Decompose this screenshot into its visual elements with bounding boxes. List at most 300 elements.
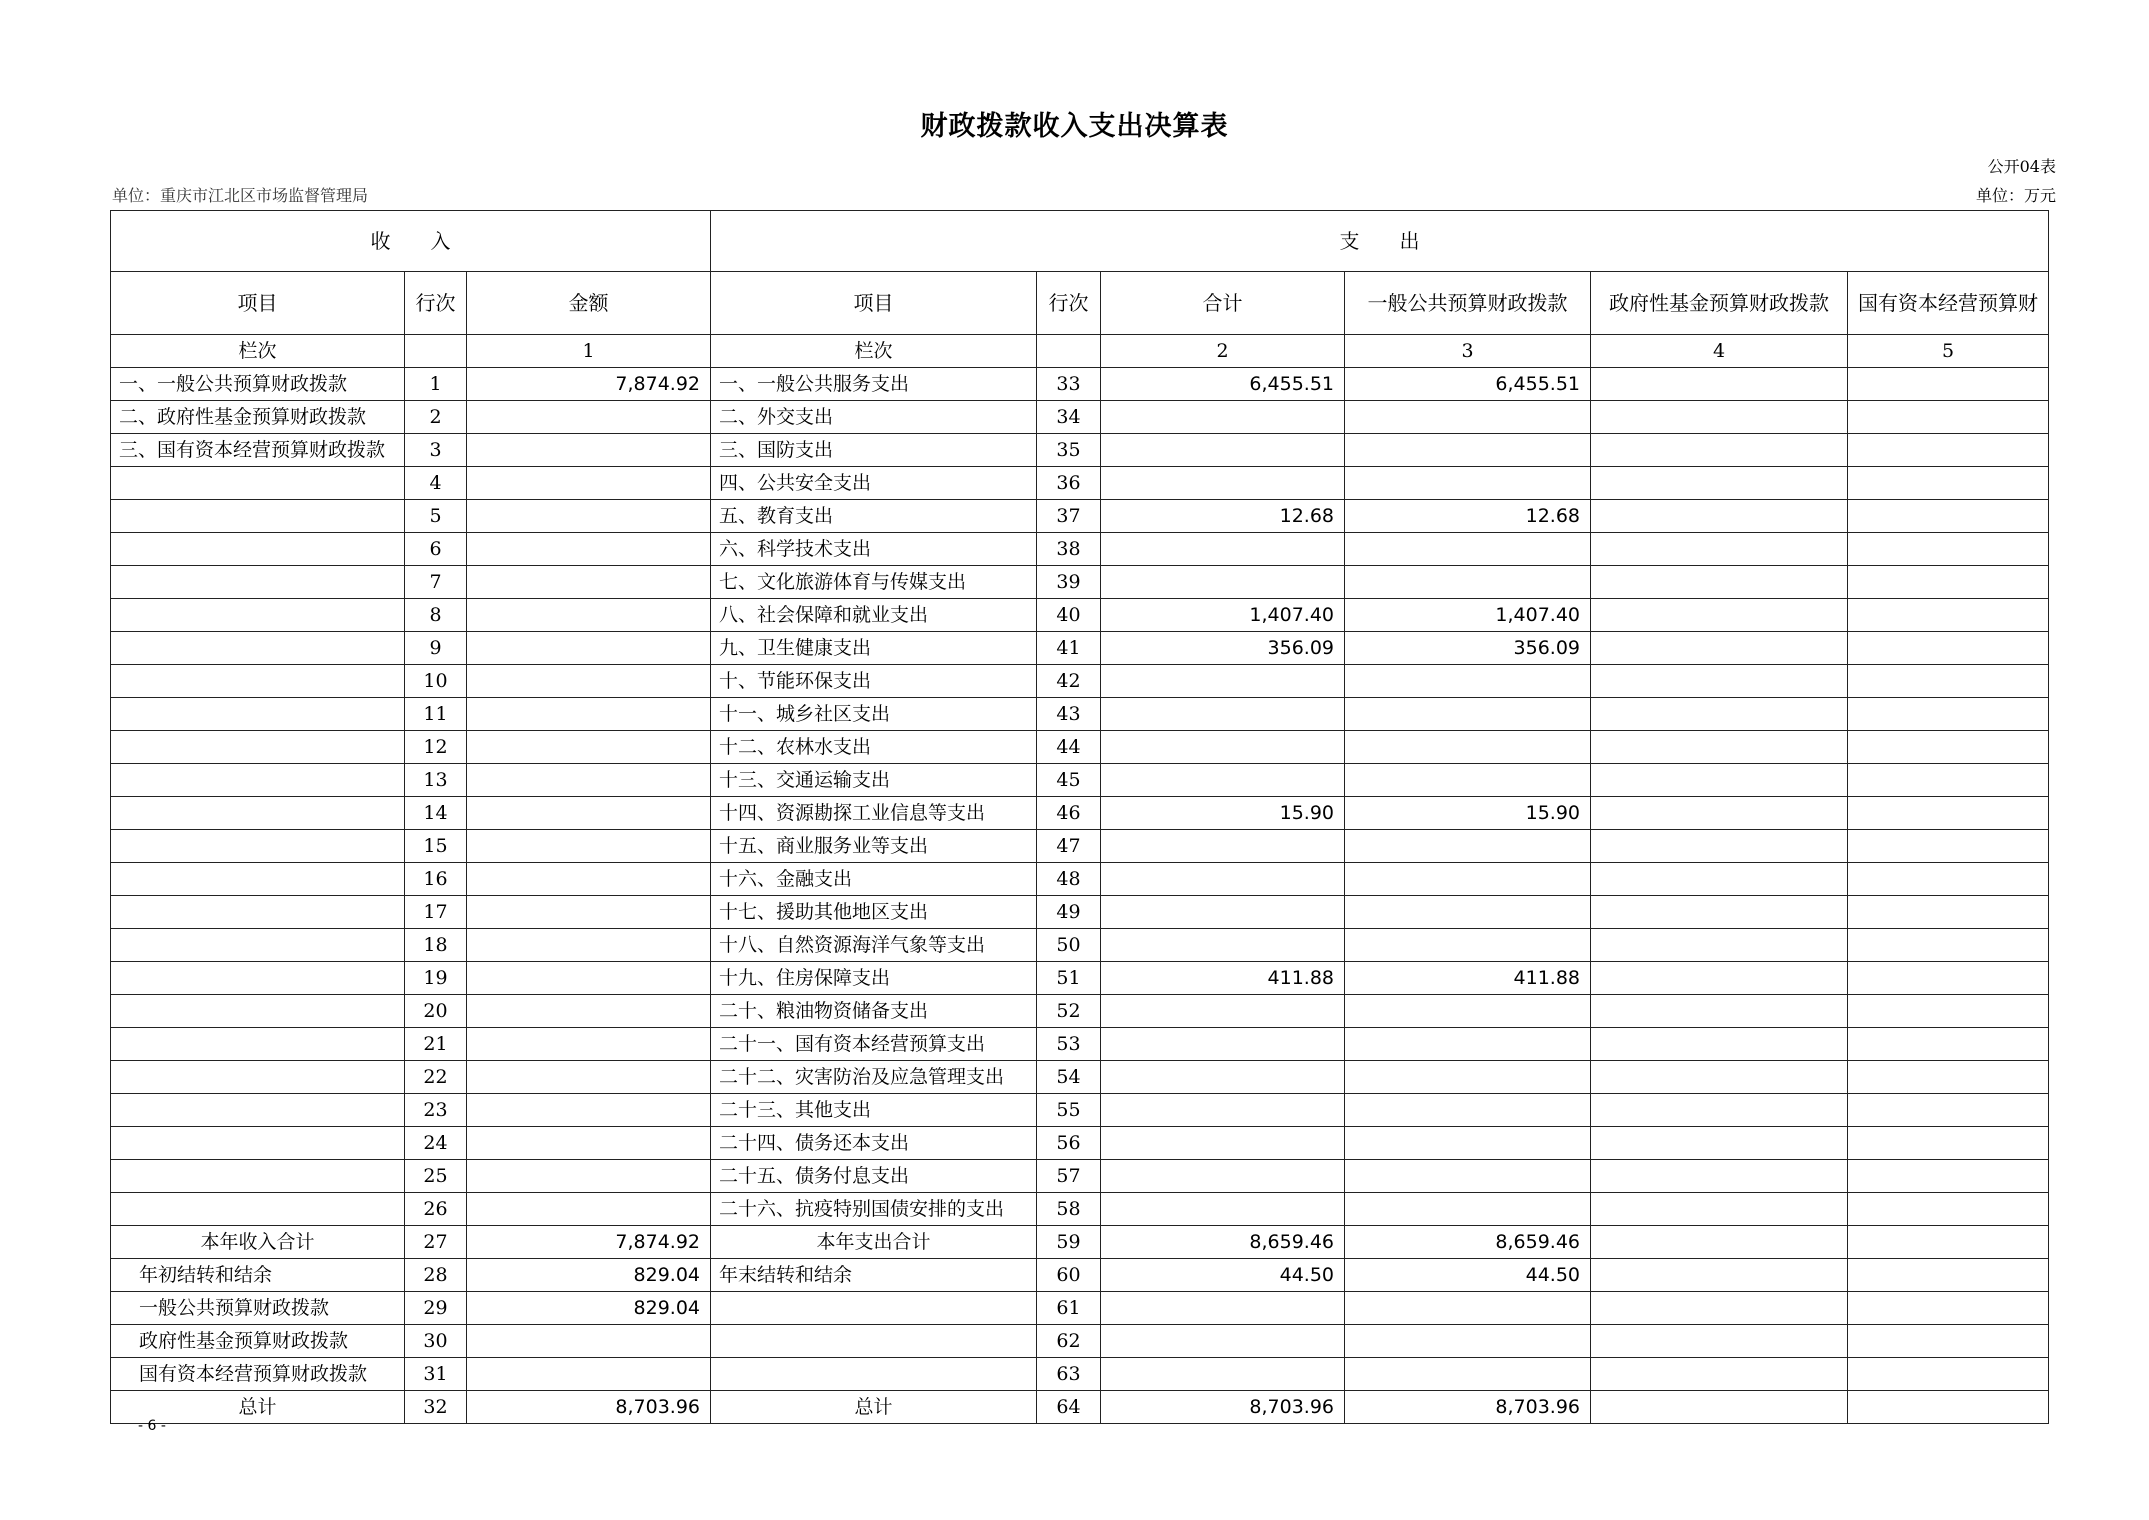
income-item: 一般公共预算财政拨款	[111, 1292, 405, 1325]
expense-item: 二十六、抗疫特别国债安排的支出	[711, 1193, 1037, 1226]
income-amount	[467, 896, 711, 929]
income-row-no: 9	[405, 632, 467, 665]
total-amount	[1101, 1160, 1345, 1193]
table-row	[111, 1259, 2049, 1292]
general-public-amount	[1345, 566, 1591, 599]
expense-item: 十五、商业服务业等支出	[711, 830, 1037, 863]
income-item: 国有资本经营预算财政拨款	[111, 1358, 405, 1391]
table-row	[111, 1160, 2049, 1193]
total-amount	[1101, 929, 1345, 962]
income-row-no: 24	[405, 1127, 467, 1160]
gov-fund-amount	[1591, 467, 1848, 500]
table-row	[111, 1292, 2049, 1325]
general-public-amount: 6,455.51	[1345, 368, 1591, 401]
income-amount	[467, 401, 711, 434]
gov-fund-amount	[1591, 665, 1848, 698]
income-item: 年初结转和结余	[111, 1259, 405, 1292]
income-row-no: 7	[405, 566, 467, 599]
state-capital-amount	[1848, 500, 2049, 533]
total-amount: 8,659.46	[1101, 1226, 1345, 1259]
general-public-amount	[1345, 830, 1591, 863]
general-public-amount	[1345, 1292, 1591, 1325]
gov-fund-amount	[1591, 1193, 1848, 1226]
state-capital-amount	[1848, 1226, 2049, 1259]
expense-item	[711, 1292, 1037, 1325]
expense-row-no: 62	[1037, 1325, 1101, 1358]
general-public-amount	[1345, 467, 1591, 500]
gov-fund-amount	[1591, 863, 1848, 896]
col-blank	[405, 335, 467, 368]
gov-fund-amount	[1591, 1391, 1848, 1424]
general-public-amount	[1345, 1160, 1591, 1193]
income-item: 政府性基金预算财政拨款	[111, 1325, 405, 1358]
state-capital-amount	[1848, 1193, 2049, 1226]
income-amount	[467, 797, 711, 830]
expense-item: 五、教育支出	[711, 500, 1037, 533]
income-item: 一、一般公共预算财政拨款	[111, 368, 405, 401]
state-capital-amount	[1848, 599, 2049, 632]
state-capital-amount	[1848, 434, 2049, 467]
general-public-amount	[1345, 929, 1591, 962]
income-row-no: 21	[405, 1028, 467, 1061]
income-amount	[467, 1028, 711, 1061]
expense-row-no: 48	[1037, 863, 1101, 896]
income-item	[111, 1028, 405, 1061]
expense-row-no: 57	[1037, 1160, 1101, 1193]
table-row	[111, 401, 2049, 434]
expense-row-no: 50	[1037, 929, 1101, 962]
expense-row-no: 35	[1037, 434, 1101, 467]
general-public-amount	[1345, 1094, 1591, 1127]
income-amount	[467, 434, 711, 467]
income-row-no: 11	[405, 698, 467, 731]
total-amount	[1101, 1193, 1345, 1226]
state-capital-amount	[1848, 764, 2049, 797]
gov-fund-amount	[1591, 1028, 1848, 1061]
col-index-2: 2	[1101, 335, 1345, 368]
gov-fund-amount	[1591, 764, 1848, 797]
gov-fund-amount	[1591, 632, 1848, 665]
state-capital-header: 国有资本经营预算财	[1848, 272, 2049, 335]
income-item	[111, 566, 405, 599]
state-capital-amount	[1848, 995, 2049, 1028]
state-capital-amount	[1848, 1358, 2049, 1391]
expense-row-no: 54	[1037, 1061, 1101, 1094]
expense-row-no: 44	[1037, 731, 1101, 764]
income-item	[111, 1193, 405, 1226]
income-amount	[467, 632, 711, 665]
general-public-amount	[1345, 665, 1591, 698]
income-item: 二、政府性基金预算财政拨款	[111, 401, 405, 434]
income-amount: 8,703.96	[467, 1391, 711, 1424]
table-row	[111, 1193, 2049, 1226]
expense-row-no: 37	[1037, 500, 1101, 533]
total-amount: 8,703.96	[1101, 1391, 1345, 1424]
form-number: 公开04表	[1987, 157, 2056, 176]
income-amount	[467, 1325, 711, 1358]
income-amount	[467, 599, 711, 632]
expense-row-no: 56	[1037, 1127, 1101, 1160]
expense-item: 十六、金融支出	[711, 863, 1037, 896]
income-item: 三、国有资本经营预算财政拨款	[111, 434, 405, 467]
general-public-amount: 15.90	[1345, 797, 1591, 830]
expense-row-no: 40	[1037, 599, 1101, 632]
income-item	[111, 962, 405, 995]
state-capital-amount	[1848, 665, 2049, 698]
income-amount	[467, 830, 711, 863]
income-amount	[467, 863, 711, 896]
expense-row-no: 38	[1037, 533, 1101, 566]
table-row	[111, 533, 2049, 566]
income-item	[111, 1061, 405, 1094]
income-item	[111, 1160, 405, 1193]
page-title: 财政拨款收入支出决算表	[920, 111, 1229, 142]
expense-row-no: 46	[1037, 797, 1101, 830]
income-amount	[467, 1127, 711, 1160]
budget-table	[110, 210, 2049, 1424]
income-item	[111, 500, 405, 533]
state-capital-amount	[1848, 1391, 2049, 1424]
total-amount: 411.88	[1101, 962, 1345, 995]
income-row-no: 12	[405, 731, 467, 764]
gov-fund-amount	[1591, 1160, 1848, 1193]
total-amount: 356.09	[1101, 632, 1345, 665]
expense-row-no: 64	[1037, 1391, 1101, 1424]
income-item	[111, 599, 405, 632]
income-amount	[467, 1094, 711, 1127]
general-public-amount: 44.50	[1345, 1259, 1591, 1292]
total-amount	[1101, 698, 1345, 731]
expense-row-no: 55	[1037, 1094, 1101, 1127]
col-index-4: 4	[1591, 335, 1848, 368]
total-amount	[1101, 1292, 1345, 1325]
income-amount: 829.04	[467, 1259, 711, 1292]
expense-item: 二十二、灾害防治及应急管理支出	[711, 1061, 1037, 1094]
general-public-amount: 8,703.96	[1345, 1391, 1591, 1424]
income-row-no: 19	[405, 962, 467, 995]
state-capital-amount	[1848, 863, 2049, 896]
state-capital-amount	[1848, 401, 2049, 434]
income-row-no: 8	[405, 599, 467, 632]
income-row-no: 28	[405, 1259, 467, 1292]
expense-item: 十、节能环保支出	[711, 665, 1037, 698]
general-public-header: 一般公共预算财政拨款	[1345, 272, 1591, 335]
expense-row-no: 47	[1037, 830, 1101, 863]
income-item	[111, 863, 405, 896]
total-amount	[1101, 830, 1345, 863]
expense-row-no: 43	[1037, 698, 1101, 731]
income-amount	[467, 467, 711, 500]
general-public-amount	[1345, 1193, 1591, 1226]
gov-fund-amount	[1591, 731, 1848, 764]
expense-item: 本年支出合计	[711, 1226, 1037, 1259]
income-item: 本年收入合计	[111, 1226, 405, 1259]
expense-row-no: 53	[1037, 1028, 1101, 1061]
general-public-amount	[1345, 1028, 1591, 1061]
expense-item: 二十五、债务付息支出	[711, 1160, 1037, 1193]
state-capital-amount	[1848, 1028, 2049, 1061]
general-public-amount: 8,659.46	[1345, 1226, 1591, 1259]
expense-item: 十三、交通运输支出	[711, 764, 1037, 797]
table-row	[111, 467, 2049, 500]
expense-item: 十二、农林水支出	[711, 731, 1037, 764]
gov-fund-amount	[1591, 401, 1848, 434]
income-item	[111, 533, 405, 566]
income-row-no: 3	[405, 434, 467, 467]
gov-fund-amount	[1591, 830, 1848, 863]
col-label-2: 栏次	[711, 335, 1037, 368]
income-row-no: 30	[405, 1325, 467, 1358]
expense-item: 二十、粮油物资储备支出	[711, 995, 1037, 1028]
income-row-no: 10	[405, 665, 467, 698]
income-amount	[467, 698, 711, 731]
state-capital-amount	[1848, 698, 2049, 731]
table-row	[111, 698, 2049, 731]
state-capital-amount	[1848, 632, 2049, 665]
general-public-amount: 12.68	[1345, 500, 1591, 533]
income-amount	[467, 665, 711, 698]
gov-fund-amount	[1591, 599, 1848, 632]
expense-item: 八、社会保障和就业支出	[711, 599, 1037, 632]
expense-row-no: 42	[1037, 665, 1101, 698]
expense-item: 总计	[711, 1391, 1037, 1424]
table-row	[111, 896, 2049, 929]
table-row	[111, 566, 2049, 599]
state-capital-amount	[1848, 368, 2049, 401]
expense-row-no: 58	[1037, 1193, 1101, 1226]
income-row-no: 14	[405, 797, 467, 830]
col-index-1: 1	[467, 335, 711, 368]
general-public-amount	[1345, 863, 1591, 896]
gov-fund-amount	[1591, 1292, 1848, 1325]
income-item	[111, 896, 405, 929]
state-capital-amount	[1848, 566, 2049, 599]
income-item	[111, 764, 405, 797]
income-item	[111, 1127, 405, 1160]
income-item	[111, 797, 405, 830]
expense-item: 三、国防支出	[711, 434, 1037, 467]
col-blank-2	[1037, 335, 1101, 368]
expense-item: 十八、自然资源海洋气象等支出	[711, 929, 1037, 962]
expense-item-header: 项目	[711, 272, 1037, 335]
expense-item: 十七、援助其他地区支出	[711, 896, 1037, 929]
total-amount: 1,407.40	[1101, 599, 1345, 632]
col-index-5: 5	[1848, 335, 2049, 368]
income-amount: 7,874.92	[467, 368, 711, 401]
state-capital-amount	[1848, 797, 2049, 830]
unit-currency: 单位：万元	[1975, 186, 2056, 205]
table-row	[111, 995, 2049, 1028]
income-item	[111, 698, 405, 731]
income-amount	[467, 764, 711, 797]
income-amount: 7,874.92	[467, 1226, 711, 1259]
general-public-amount	[1345, 434, 1591, 467]
gov-fund-amount	[1591, 929, 1848, 962]
table-row	[111, 434, 2049, 467]
income-row-no: 17	[405, 896, 467, 929]
income-row-no: 26	[405, 1193, 467, 1226]
col-index-3: 3	[1345, 335, 1591, 368]
general-public-amount	[1345, 698, 1591, 731]
income-item	[111, 731, 405, 764]
income-item	[111, 665, 405, 698]
gov-fund-amount	[1591, 1127, 1848, 1160]
income-amount	[467, 962, 711, 995]
expense-row-no: 61	[1037, 1292, 1101, 1325]
header-row-column-index	[111, 335, 2049, 368]
total-amount: 44.50	[1101, 1259, 1345, 1292]
total-amount	[1101, 1094, 1345, 1127]
income-amount	[467, 533, 711, 566]
income-amount	[467, 566, 711, 599]
income-row-no: 2	[405, 401, 467, 434]
general-public-amount	[1345, 1127, 1591, 1160]
expense-item: 六、科学技术支出	[711, 533, 1037, 566]
expense-row-no: 39	[1037, 566, 1101, 599]
expense-item: 二十一、国有资本经营预算支出	[711, 1028, 1037, 1061]
gov-fund-amount	[1591, 797, 1848, 830]
state-capital-amount	[1848, 467, 2049, 500]
unit-organization: 单位：重庆市江北区市场监督管理局	[112, 186, 369, 205]
table-row	[111, 863, 2049, 896]
table-row	[111, 764, 2049, 797]
table-row	[111, 731, 2049, 764]
state-capital-amount	[1848, 1061, 2049, 1094]
expense-item: 二、外交支出	[711, 401, 1037, 434]
general-public-amount	[1345, 995, 1591, 1028]
expense-row-no: 51	[1037, 962, 1101, 995]
state-capital-amount	[1848, 896, 2049, 929]
table-row	[111, 1028, 2049, 1061]
general-public-amount: 411.88	[1345, 962, 1591, 995]
expense-item: 二十四、债务还本支出	[711, 1127, 1037, 1160]
table-row	[111, 1391, 2049, 1424]
income-item-header: 项目	[111, 272, 405, 335]
expense-item: 二十三、其他支出	[711, 1094, 1037, 1127]
total-amount	[1101, 1127, 1345, 1160]
expense-row-no: 33	[1037, 368, 1101, 401]
income-rowno-header: 行次	[405, 272, 467, 335]
table-row	[111, 830, 2049, 863]
table-row	[111, 962, 2049, 995]
header-row-columns	[111, 272, 2049, 335]
general-public-amount	[1345, 896, 1591, 929]
table-row	[111, 368, 2049, 401]
income-row-no: 32	[405, 1391, 467, 1424]
table-row	[111, 1226, 2049, 1259]
expense-row-no: 36	[1037, 467, 1101, 500]
income-row-no: 25	[405, 1160, 467, 1193]
gov-fund-amount	[1591, 1061, 1848, 1094]
gov-fund-amount	[1591, 566, 1848, 599]
expense-item: 十一、城乡社区支出	[711, 698, 1037, 731]
income-amount	[467, 1193, 711, 1226]
income-row-no: 5	[405, 500, 467, 533]
table-row	[111, 1061, 2049, 1094]
income-item: 总计	[111, 1391, 405, 1424]
expense-row-no: 45	[1037, 764, 1101, 797]
gov-fund-amount	[1591, 896, 1848, 929]
income-amount	[467, 1358, 711, 1391]
state-capital-amount	[1848, 1094, 2049, 1127]
expense-item	[711, 1358, 1037, 1391]
total-amount	[1101, 434, 1345, 467]
income-amount	[467, 731, 711, 764]
total-amount	[1101, 566, 1345, 599]
expense-item: 十九、住房保障支出	[711, 962, 1037, 995]
table-row	[111, 599, 2049, 632]
income-amount	[467, 500, 711, 533]
total-amount	[1101, 731, 1345, 764]
income-row-no: 16	[405, 863, 467, 896]
gov-fund-amount	[1591, 962, 1848, 995]
gov-fund-amount	[1591, 1259, 1848, 1292]
total-amount: 6,455.51	[1101, 368, 1345, 401]
total-amount	[1101, 764, 1345, 797]
state-capital-amount	[1848, 929, 2049, 962]
table-row	[111, 1325, 2049, 1358]
total-amount	[1101, 401, 1345, 434]
total-amount	[1101, 665, 1345, 698]
general-public-amount	[1345, 533, 1591, 566]
table-row	[111, 1358, 2049, 1391]
income-amount	[467, 1061, 711, 1094]
income-row-no: 1	[405, 368, 467, 401]
income-item	[111, 830, 405, 863]
income-item	[111, 929, 405, 962]
expense-row-no: 34	[1037, 401, 1101, 434]
expense-item: 年末结转和结余	[711, 1259, 1037, 1292]
income-item	[111, 632, 405, 665]
total-amount	[1101, 533, 1345, 566]
income-row-no: 6	[405, 533, 467, 566]
income-row-no: 4	[405, 467, 467, 500]
state-capital-amount	[1848, 731, 2049, 764]
total-amount	[1101, 1325, 1345, 1358]
table-row	[111, 500, 2049, 533]
general-public-amount	[1345, 1325, 1591, 1358]
state-capital-amount	[1848, 962, 2049, 995]
total-amount: 12.68	[1101, 500, 1345, 533]
header-row-sections	[111, 211, 2049, 272]
total-amount	[1101, 1028, 1345, 1061]
table-row	[111, 1094, 2049, 1127]
gov-fund-amount	[1591, 1226, 1848, 1259]
expense-item: 四、公共安全支出	[711, 467, 1037, 500]
expense-rowno-header: 行次	[1037, 272, 1101, 335]
gov-fund-amount	[1591, 1358, 1848, 1391]
income-amount	[467, 995, 711, 1028]
total-amount	[1101, 1358, 1345, 1391]
income-item	[111, 467, 405, 500]
income-amount: 829.04	[467, 1292, 711, 1325]
income-item	[111, 1094, 405, 1127]
expense-row-no: 59	[1037, 1226, 1101, 1259]
income-row-no: 20	[405, 995, 467, 1028]
gov-fund-amount	[1591, 434, 1848, 467]
total-header: 合计	[1101, 272, 1345, 335]
income-row-no: 15	[405, 830, 467, 863]
income-row-no: 23	[405, 1094, 467, 1127]
expense-section-header: 支 出	[711, 211, 2049, 272]
table-row	[111, 632, 2049, 665]
state-capital-amount	[1848, 830, 2049, 863]
gov-fund-amount	[1591, 1094, 1848, 1127]
expense-item: 七、文化旅游体育与传媒支出	[711, 566, 1037, 599]
total-amount	[1101, 896, 1345, 929]
general-public-amount	[1345, 401, 1591, 434]
total-amount	[1101, 995, 1345, 1028]
